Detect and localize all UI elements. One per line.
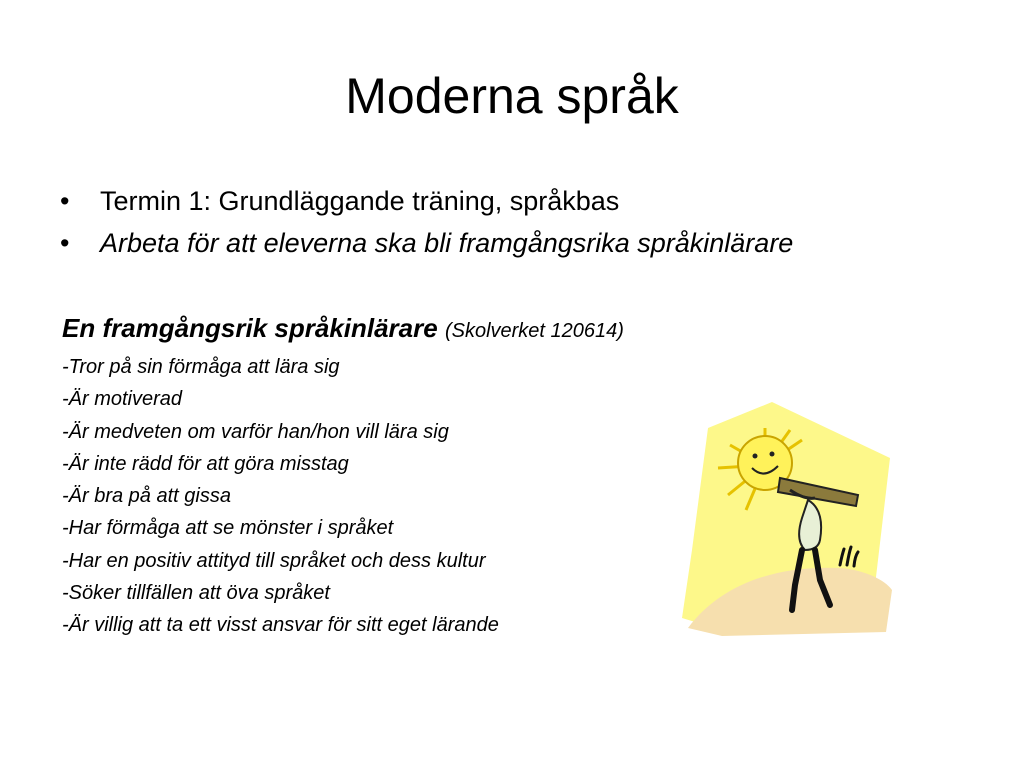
criteria-item: -Tror på sin förmåga att lära sig <box>62 356 340 378</box>
criteria-item: -Har en positiv attityd till språket och dess kultur <box>62 549 486 572</box>
learner-section <box>62 308 624 642</box>
bullet-text: Termin 1: Grundläggande träning, språkbas <box>100 186 620 216</box>
criteria-item: -Är inte rädd för att göra misstag <box>62 452 349 475</box>
bullet-item <box>60 180 793 222</box>
bullet-item <box>60 222 793 264</box>
section-heading <box>62 308 624 351</box>
criteria-item: -Är villig att ta ett visst ansvar för sitt eget lärande <box>62 614 499 637</box>
bullet-list <box>60 180 793 264</box>
bullet-text: Arbeta för att eleverna ska bli framgångsrika språkinlärare <box>100 228 794 258</box>
criteria-item: -Söker tillfällen att öva språket <box>62 582 330 605</box>
criteria-list <box>62 351 624 642</box>
section-source: (Skolverket 120614) <box>444 320 624 342</box>
bullet-marker: • <box>60 228 70 258</box>
section-heading-text: En framgångsrik språkinlärare <box>62 313 438 343</box>
criteria-item: -Är bra på att gissa <box>62 485 231 508</box>
criteria-item: -Är medveten om varför han/hon vill lära sig <box>62 420 449 443</box>
sun-and-figure-illustration <box>680 400 895 638</box>
criteria-item: -Har förmåga att se mönster i språket <box>62 517 394 540</box>
slide-title: Moderna språk <box>345 68 679 124</box>
criteria-item: -Är motiverad <box>62 388 183 411</box>
bullet-marker: • <box>60 186 70 216</box>
